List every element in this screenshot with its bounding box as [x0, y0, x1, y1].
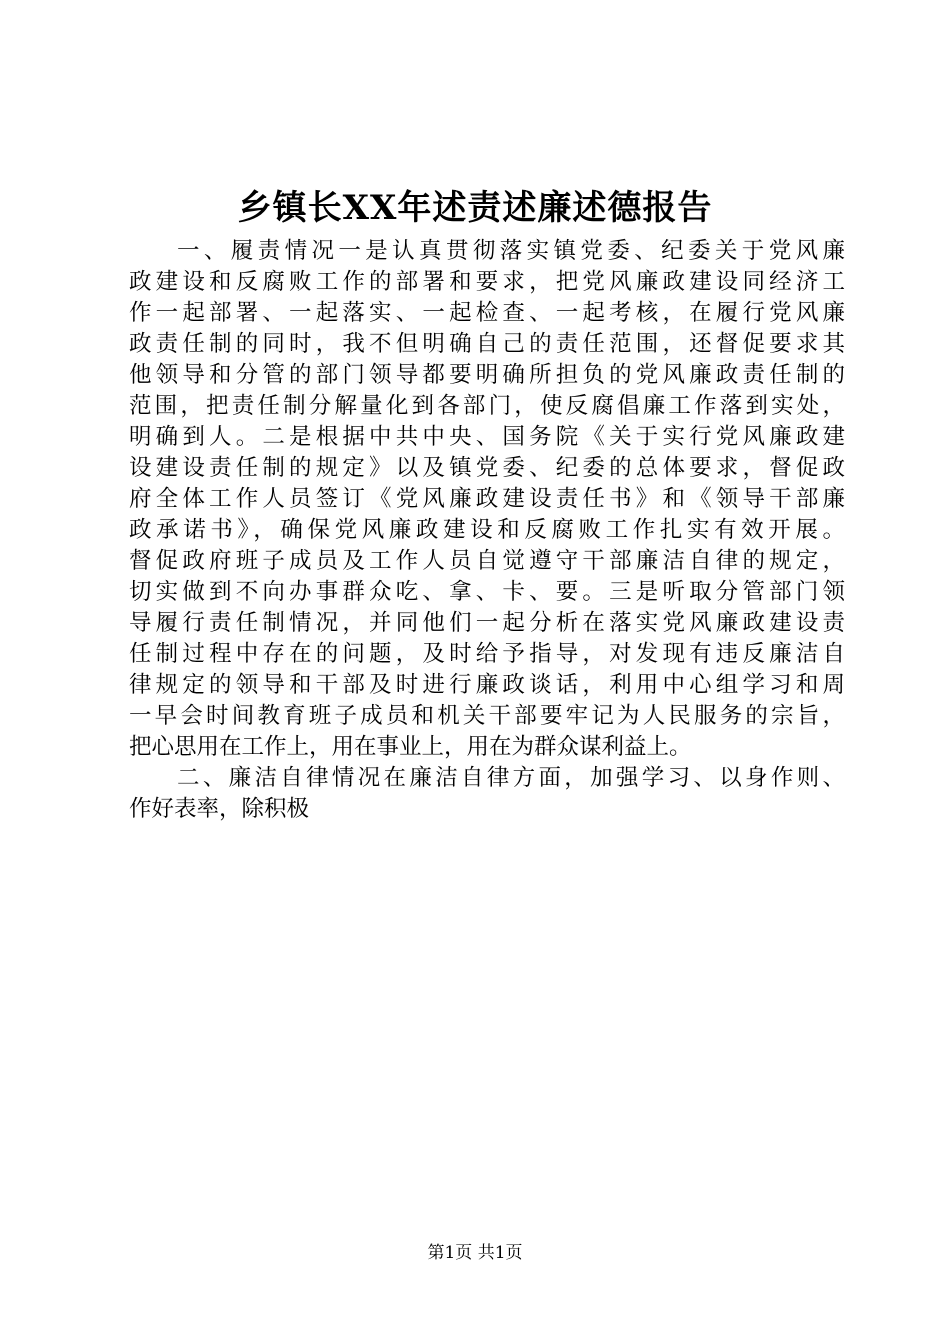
- paragraph-line: 明确到人。二是根据中共中央、国务院《关于实行党风廉政建: [129, 424, 845, 450]
- paragraph-line: 他领导和分管的部门领导都要明确所担负的党风廉政责任制的: [129, 362, 845, 388]
- paragraph-line: 府全体工作人员签订《党风廉政建设责任书》和《领导干部廉: [129, 486, 845, 512]
- paragraph-line: 政承诺书》，确保党风廉政建设和反腐败工作扎实有效开展。: [129, 517, 845, 543]
- paragraph-line: 作好表率，除积极: [129, 796, 310, 822]
- paragraph-line: 导履行责任制情况，并同他们一起分析在落实党风廉政建设责: [129, 610, 845, 636]
- paragraph-line: 范围，把责任制分解量化到各部门，使反腐倡廉工作落到实处，: [129, 393, 845, 419]
- paragraph-line: 二、廉洁自律情况在廉洁自律方面，加强学习、以身作则、: [177, 765, 845, 791]
- document-body: [129, 236, 845, 825]
- paragraph-line: 政建设和反腐败工作的部署和要求，把党风廉政建设同经济工: [129, 269, 845, 295]
- page-footer: 第1页 共1页: [427, 1243, 523, 1263]
- paragraph-line: 律规定的领导和干部及时进行廉政谈话，利用中心组学习和周: [129, 672, 845, 698]
- paragraph-line: 政责任制的同时，我不但明确自己的责任范围，还督促要求其: [129, 331, 845, 357]
- paragraph-line: 督促政府班子成员及工作人员自觉遵守干部廉洁自律的规定，: [129, 548, 845, 574]
- document-title: 乡镇长XX年述责述廉述德报告: [237, 188, 713, 228]
- paragraph-line: 一早会时间教育班子成员和机关干部要牢记为人民服务的宗旨，: [129, 703, 845, 729]
- paragraph-line: 一、履责情况一是认真贯彻落实镇党委、纪委关于党风廉: [177, 238, 845, 264]
- paragraph-line: 切实做到不向办事群众吃、拿、卡、要。三是听取分管部门领: [129, 579, 845, 605]
- paragraph-line: 任制过程中存在的问题，及时给予指导，对发现有违反廉洁自: [129, 641, 845, 667]
- paragraph-line: 设建设责任制的规定》以及镇党委、纪委的总体要求，督促政: [129, 455, 845, 481]
- paragraph-line: 作一起部署、一起落实、一起检查、一起考核，在履行党风廉: [129, 300, 845, 326]
- paragraph-line: 把心思用在工作上，用在事业上，用在为群众谋利益上。: [129, 734, 692, 760]
